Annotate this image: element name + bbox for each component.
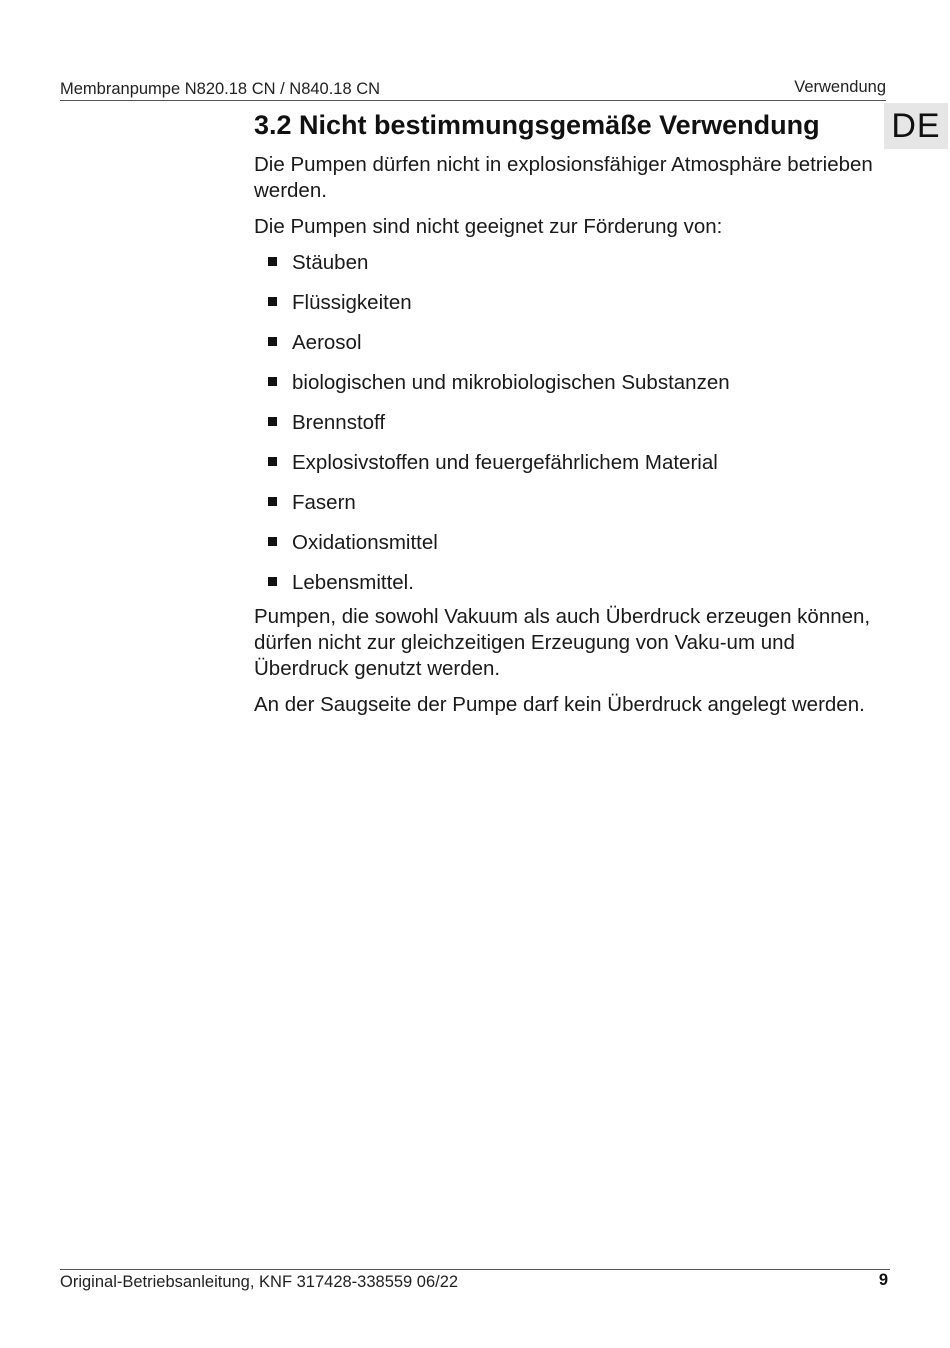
unsuitable-media-list	[254, 250, 874, 610]
list-item-label: Fasern	[292, 491, 356, 514]
list-item-label: Brennstoff	[292, 411, 386, 434]
footer-divider	[60, 1269, 890, 1270]
list-item-label: Aerosol	[292, 331, 362, 354]
list-item	[254, 490, 874, 530]
section-heading: 3.2 Nicht bestimmungsgemäße Verwendung	[254, 110, 820, 140]
header-chapter-title: Verwendung	[794, 78, 886, 96]
list-item-label: Lebensmittel.	[292, 571, 414, 594]
bullet-square-icon	[268, 337, 277, 346]
list-item	[254, 570, 874, 610]
bullet-square-icon	[268, 457, 277, 466]
language-tab: DE	[884, 103, 948, 149]
list-item	[254, 530, 874, 570]
list-item	[254, 330, 874, 370]
list-intro-paragraph: Die Pumpen sind nicht geeignet zur Förderung von:	[254, 215, 723, 238]
list-item-label: biologischen und mikrobiologischen Substanzen	[292, 371, 730, 394]
intro-paragraph: Die Pumpen dürfen nicht in explosionsfähiger Atmosphäre betrieben werden.	[254, 153, 873, 202]
list-item	[254, 250, 874, 290]
bullet-square-icon	[268, 297, 277, 306]
list-item	[254, 290, 874, 330]
bullet-square-icon	[268, 497, 277, 506]
bullet-square-icon	[268, 537, 277, 546]
vacuum-pressure-paragraph: Pumpen, die sowohl Vakuum als auch Überdruck erzeugen können, dürfen nicht zur gleichzeitigen Erzeugung von Vaku-um und Überdruck genutzt werden.	[254, 605, 871, 680]
list-item	[254, 410, 874, 450]
main-content	[254, 108, 874, 728]
footer-document-reference: Original-Betriebsanleitung, KNF 317428-338559 06/22	[60, 1273, 459, 1291]
list-item-label: Explosivstoffen und feuergefährlichem Material	[292, 451, 718, 474]
list-item-label: Stäuben	[292, 251, 369, 274]
list-item-label: Oxidationsmittel	[292, 531, 438, 554]
bullet-square-icon	[268, 257, 277, 266]
suction-side-paragraph: An der Saugseite der Pumpe darf kein Überdruck angelegt werden.	[254, 693, 865, 716]
bullet-square-icon	[268, 577, 277, 586]
list-item	[254, 370, 874, 410]
header-product-title: Membranpumpe N820.18 CN / N840.18 CN	[60, 80, 381, 98]
list-item-label: Flüssigkeiten	[292, 291, 412, 314]
bullet-square-icon	[268, 377, 277, 386]
list-item	[254, 450, 874, 490]
bullet-square-icon	[268, 417, 277, 426]
header-divider	[60, 100, 886, 101]
page-number: 9	[878, 1271, 888, 1289]
